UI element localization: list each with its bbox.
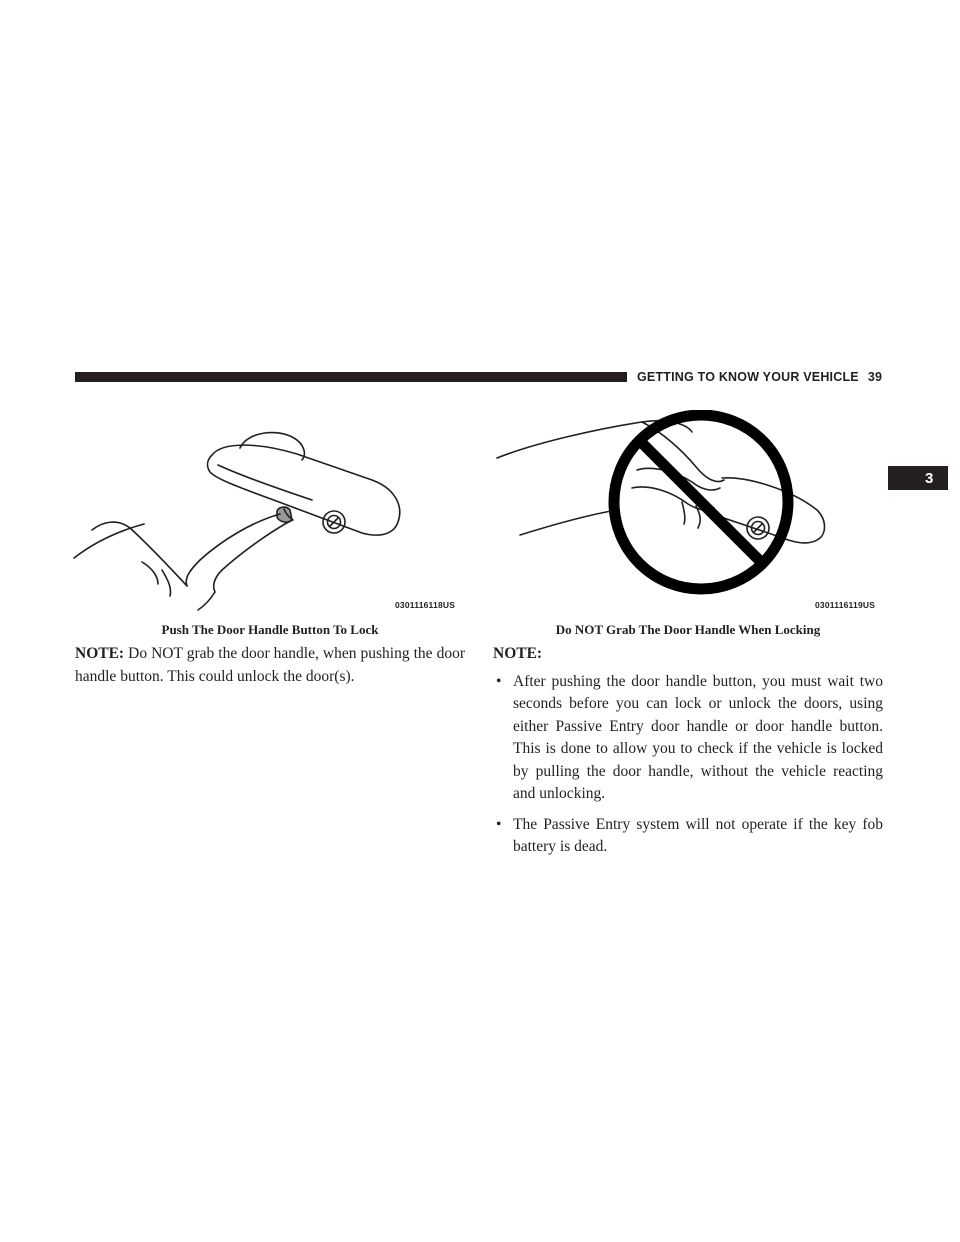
figure-caption: Do NOT Grab The Door Handle When Locking — [555, 622, 821, 637]
section-title: GETTING TO KNOW YOUR VEHICLE — [637, 370, 859, 384]
left-note — [75, 643, 465, 688]
page-number: 39 — [867, 370, 883, 384]
note-label: NOTE: — [75, 645, 125, 662]
note-label: NOTE: — [493, 645, 543, 662]
push-button-illustration — [72, 410, 462, 615]
figure-code: 0301116118US — [395, 600, 456, 610]
figure-code: 0301116119US — [815, 600, 876, 610]
header-rule — [75, 372, 627, 382]
figure-do-not-grab — [492, 410, 882, 615]
right-note — [493, 643, 883, 867]
list-item — [493, 814, 883, 859]
running-header — [637, 367, 882, 387]
figure-push-button — [72, 410, 462, 615]
chapter-tab — [888, 466, 948, 490]
chapter-number: 3 — [925, 469, 934, 487]
do-not-grab-illustration — [492, 410, 882, 615]
list-item — [493, 671, 883, 806]
bullet-icon: • — [496, 815, 502, 833]
list-item-text: The Passive Entry system will not operate if the key fob battery is dead. — [513, 815, 883, 855]
note-text: Do NOT grab the door handle, when pushing the door handle button. This could unlock the door(s). — [75, 645, 465, 685]
list-item-text: After pushing the door handle button, you must wait two seconds before you can lock or unlock the doors, using either Passive Entry door handle or door handle button. This is done to allow you to check if the vehicle is locked by pulling the door handle, without the vehicle reacting and unlocking. — [513, 672, 883, 802]
figure-caption: Push The Door Handle Button To Lock — [161, 622, 379, 637]
bullet-icon: • — [496, 672, 502, 690]
